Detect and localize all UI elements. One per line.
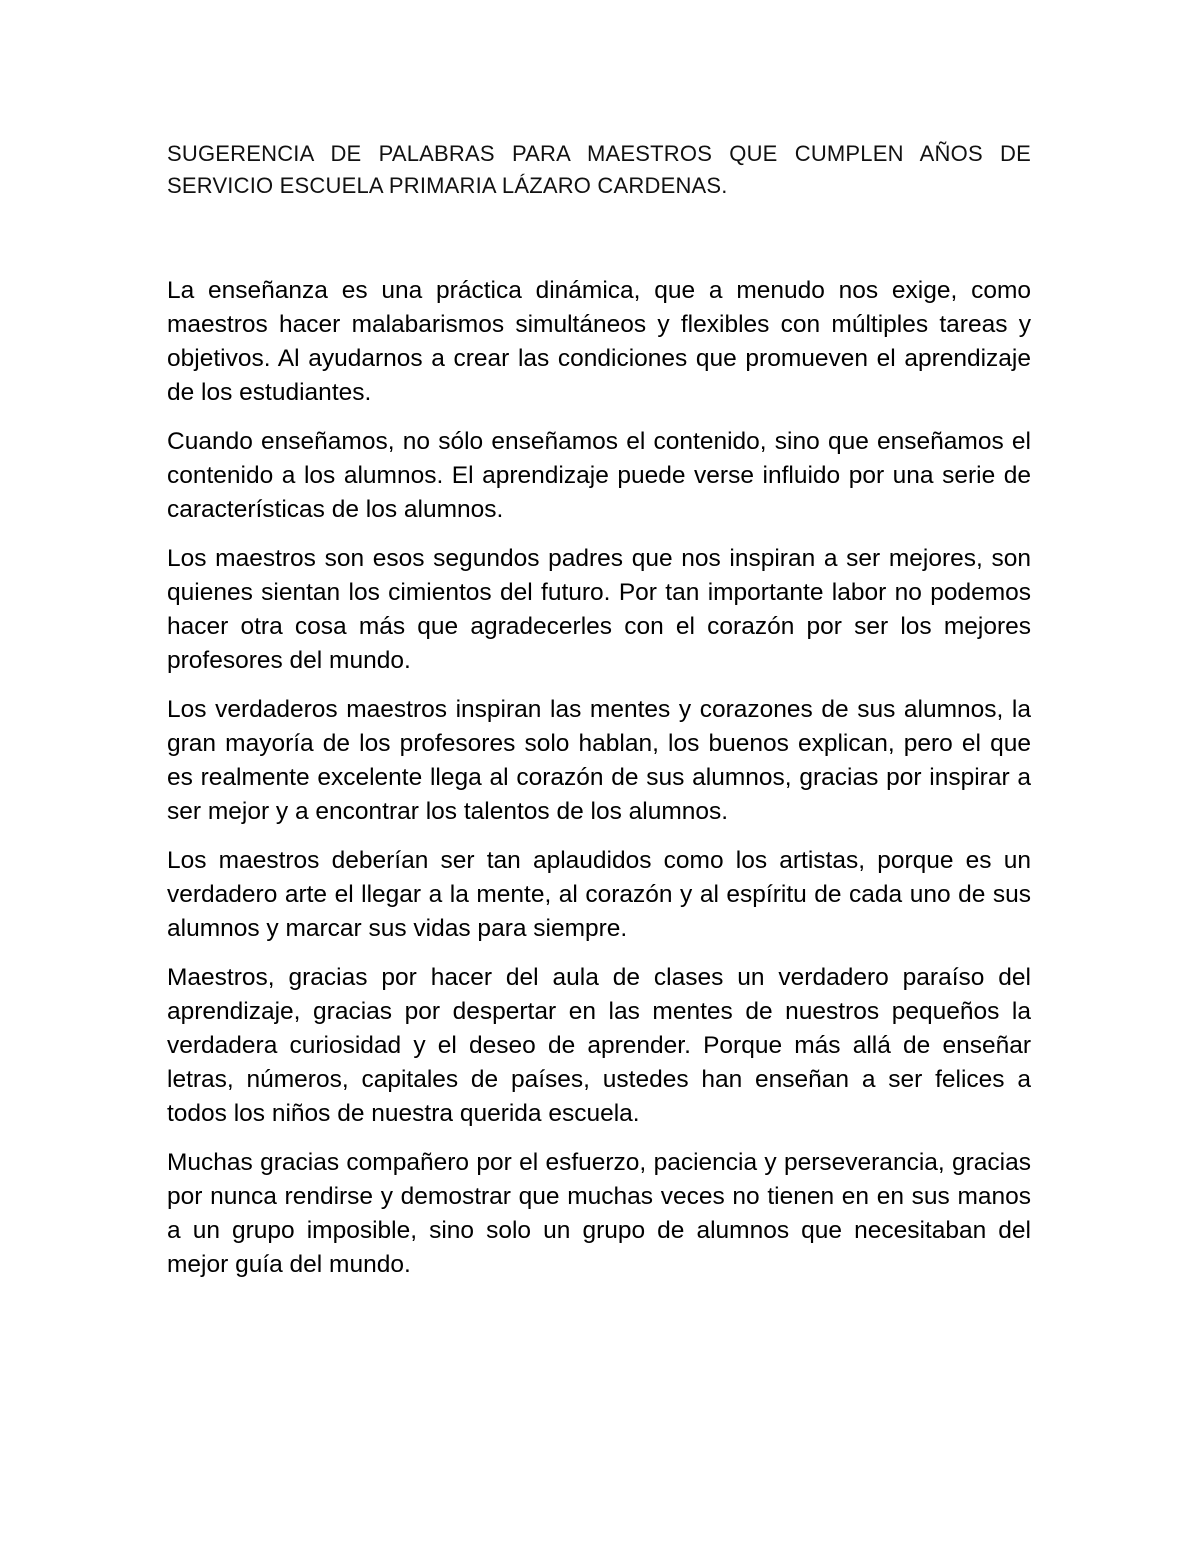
paragraph-1 [167,274,1031,410]
document-title: SUGERENCIA DE PALABRAS PARA MAESTROS QUE CUMPLEN AÑOS DE SERVICIO ESCUELA PRIMARIA LÁZARO CARDENAS. [167,141,1031,198]
paragraph-7: Muchas gracias compañero por el esfuerzo, paciencia y perseverancia, gracias por nunca rendirse y demostrar que muchas veces no tienen en en sus manos a un grupo imposible, sino solo un grupo de alumnos que necesitaban del mejor guía del mundo. [167,1149,1031,1278]
paragraph-5: Los maestros deberían ser tan aplaudidos como los artistas, porque es un verdadero arte el llegar a la mente, al corazón y al espíritu de cada uno de sus alumnos y marcar sus vidas para siempre. [167,847,1031,942]
paragraph-2: Cuando enseñamos, no sólo enseñamos el contenido, sino que enseñamos el contenido a los alumnos. El aprendizaje puede verse influido por una serie de características de los alumnos. [167,428,1031,523]
paragraph-3: Los maestros son esos segundos padres que nos inspiran a ser mejores, son quienes sientan los cimientos del futuro. Por tan importante labor no podemos hacer otra cosa más que agradecerles con el corazón por ser los mejores profesores del mundo. [167,545,1031,674]
paragraph-6: Maestros, gracias por hacer del aula de clases un verdadero paraíso del aprendizaje, gracias por despertar en las mentes de nuestros pequeños la verdadera curiosidad y el deseo de aprender. Porque más allá de enseñar letras, números, capitales de países, ustedes han enseñan a ser felices a todos los niños de nuestra querida escuela. [167,964,1031,1127]
paragraph-4: Los verdaderos maestros inspiran las mentes y corazones de sus alumnos, la gran mayoría de los profesores solo hablan, los buenos explican, pero el que es realmente excelente llega al corazón de sus alumnos, gracias por inspirar a ser mejor y a encontrar los talentos de los alumnos. [167,696,1031,825]
document-content [167,138,1031,1297]
paragraph-1-text: enseñanza es una práctica dinámica, que a menudo nos exige, como maestros hacer malabarismos simultáneos y flexibles con múltiples tareas y objetivos. Al ayudarnos a crear las condiciones que promueven el aprendizaje de los estudiantes. [167,277,1031,406]
paragraph-1-lead-word: La [167,277,195,304]
document-body [167,274,1031,1282]
